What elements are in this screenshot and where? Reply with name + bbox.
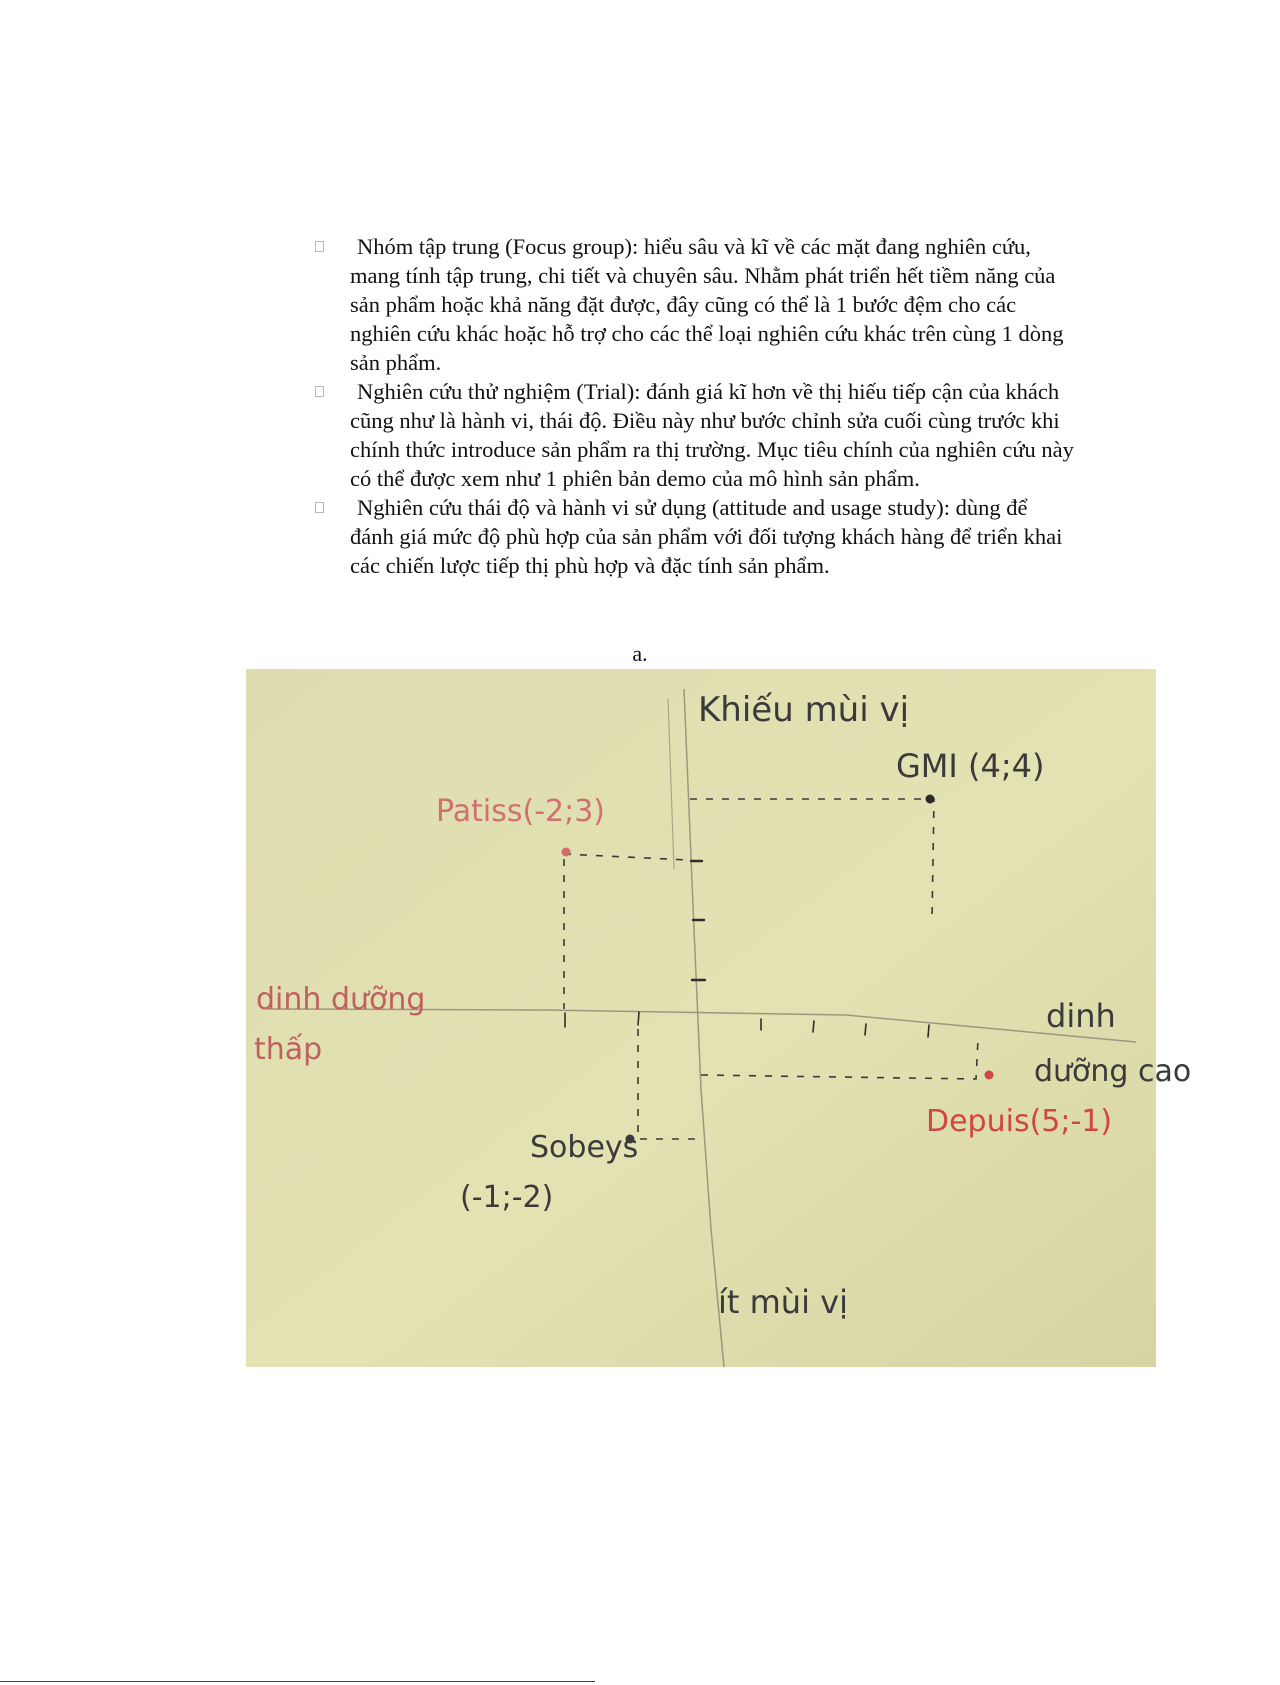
data-point-gmi (926, 795, 935, 804)
bullet-text: Nhóm tập trung (Focus group): hiểu sâu và kĩ về các mặt đang nghiên cứu, mang tính tập trung, chi tiết và chuyên sâu. Nhằm phát triển hết tiềm năng của sản phẩm hoặc khả năng đặt được, đây cũng có thể là 1 bước đệm cho các nghiên cứu khác hoặc hỗ trợ cho các thể loại nghiên cứu khác trên cùng 1 dòng sản phẩm. (350, 234, 1064, 375)
point-label-sobeys-coords: (-1;-2) (460, 1180, 554, 1215)
footer-rule (0, 1681, 595, 1682)
y-axis-bottom-label: ít mùi vị (718, 1283, 848, 1321)
x-tick (865, 1024, 866, 1035)
bullet-list (315, 232, 1075, 580)
x-tick (813, 1021, 814, 1032)
x-axis-right-label-line1: dinh (1046, 997, 1116, 1035)
bullet-item-focus-group (315, 232, 1075, 377)
y-axis-top-label: Khiếu mùi vị (698, 690, 910, 730)
bullet-square-icon (315, 502, 324, 513)
point-label-sobeys-name: Sobeys (530, 1130, 639, 1165)
point-label-gmi: GMI (4;4) (896, 747, 1045, 785)
perceptual-map-photo (246, 669, 1192, 1367)
bullet-square-icon (315, 241, 324, 252)
bullet-text: Nghiên cứu thái độ và hành vi sử dụng (attitude and usage study): dùng để đánh giá mức độ phù hợp của sản phẩm với đối tượng khách hàng để triển khai các chiến lược tiếp thị phù hợp và đặc tính sản phẩm. (350, 495, 1063, 578)
point-label-patiss: Patiss(-2;3) (436, 794, 605, 829)
x-tick (928, 1025, 929, 1037)
x-axis-left-label-line1: dinh dưỡng (256, 982, 426, 1017)
bullet-square-icon (315, 386, 324, 397)
x-axis-left-label-line2: thấp (254, 1032, 323, 1067)
bullet-item-attitude-usage (315, 493, 1075, 580)
x-tick (638, 1012, 639, 1025)
bullet-item-trial (315, 377, 1075, 493)
perceptual-map (246, 669, 1192, 1367)
bullet-text: Nghiên cứu thử nghiệm (Trial): đánh giá kĩ hơn về thị hiếu tiếp cận của khách cũng như là hành vi, thái độ. Điều này như bước chỉnh sửa cuối cùng trước khi chính thức introduce sản phẩm ra thị trường. Mục tiêu chính của nghiên cứu này có thể được xem như 1 phiên bản demo của mô hình sản phẩm. (350, 379, 1074, 491)
x-axis-right-label-line2: dưỡng cao (1034, 1054, 1192, 1089)
data-point-patiss (562, 848, 571, 857)
point-label-depuis: Depuis(5;-1) (926, 1104, 1113, 1139)
data-point-depuis (985, 1071, 994, 1080)
figure-caption: a. (632, 641, 648, 666)
